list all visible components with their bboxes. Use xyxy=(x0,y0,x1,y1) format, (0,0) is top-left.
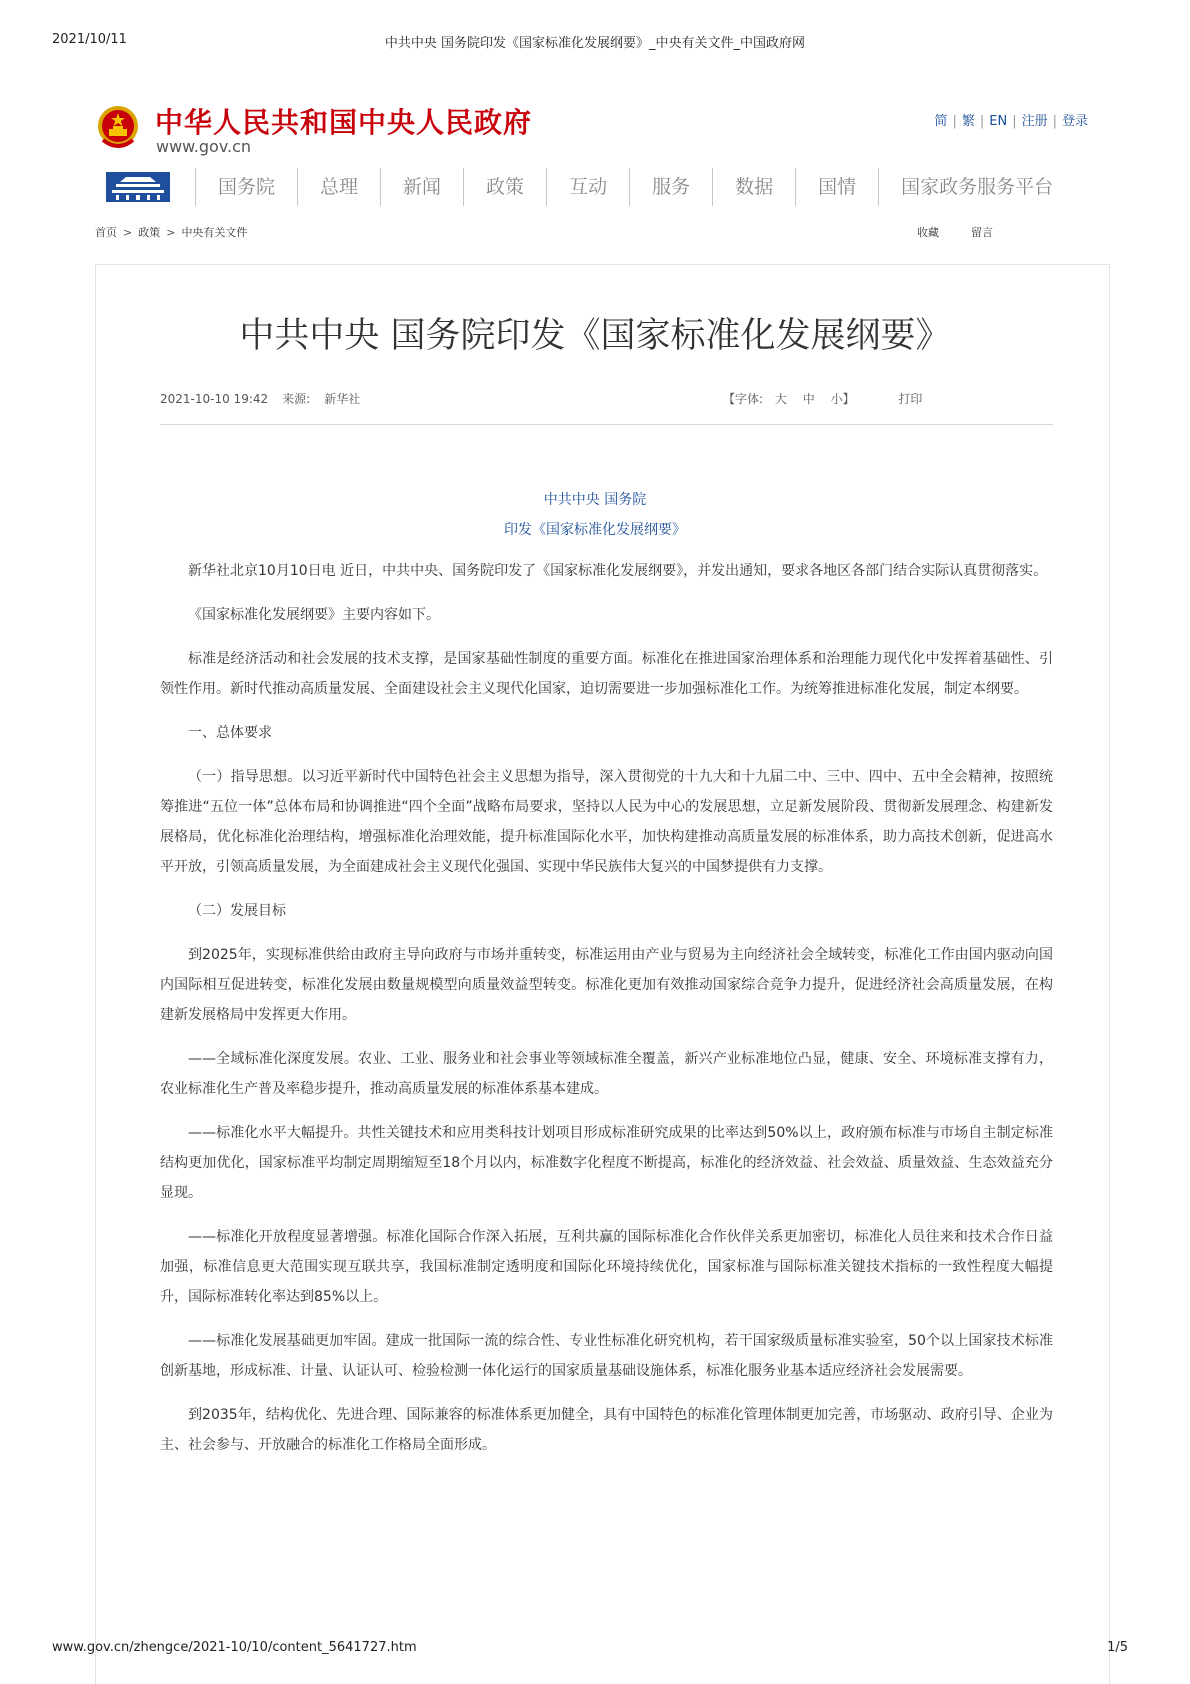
subhead-line-1: 中共中央 国务院 xyxy=(543,492,647,508)
paragraph: 《国家标准化发展纲要》主要内容如下。 xyxy=(188,607,440,623)
font-size-small[interactable]: 小 xyxy=(830,392,843,406)
page-actions xyxy=(917,224,1025,240)
print-page-url: www.gov.cn/zhengce/2021-10/10/content_5641727.htm xyxy=(52,1640,417,1655)
article-body xyxy=(160,556,1053,1474)
favorite-link[interactable]: 收藏 xyxy=(917,226,939,239)
paragraph: ——全域标准化深度发展。农业、工业、服务业和社会事业等领域标准全覆盖，新兴产业标准地位凸显，健康、安全、环境标准支撑有力，农业标准化生产普及率稳步提升，推动高质量发展的标准体系基本建成。 xyxy=(160,1051,1053,1097)
article-title: 中共中央 国务院印发《国家标准化发展纲要》 xyxy=(239,316,951,356)
paragraph: 标准是经济活动和社会发展的技术支撑，是国家基础性制度的重要方面。标准化在推进国家治理体系和治理能力现代化中发挥着基础性、引领性作用。新时代推动高质量发展、全面建设社会主义现代化国家，迫切需要进一步加强标准化工作。为统筹推进标准化发展，制定本纲要。 xyxy=(160,651,1053,697)
paragraph: （一）指导思想。以习近平新时代中国特色社会主义思想为指导，深入贯彻党的十九大和十九届二中、三中、四中、五中全会精神，按照统筹推进“五位一体”总体布局和协调推进“四个全面”战略布局要求，坚持以人民为中心的发展思想，立足新发展阶段、贯彻新发展理念、构建新发展格局，优化标准化治理结构，增强标准化治理效能，提升标准国际化水平，加快构建推动高质量发展的标准体系，助力高技术创新，促进高水平开放，引领高质量发展，为全面建成社会主义现代化强国、实现中华民族伟大复兴的中国梦提供有力支撑。 xyxy=(160,769,1053,875)
nav-item-state-council[interactable]: 国务院 xyxy=(195,168,297,206)
message-link[interactable]: 留言 xyxy=(971,226,993,239)
font-size-label: 【字体: xyxy=(723,392,764,406)
english-link[interactable]: EN xyxy=(989,114,1008,129)
publish-datetime: 2021-10-10 19:42 xyxy=(160,392,269,406)
paragraph: ——标准化发展基础更加牢固。建成一批国际一流的综合性、专业性标准化研究机构，若干国家级质量标准实验室，50个以上国家技术标准创新基地，形成标准、计量、认证认可、检验检测一体化运行的国家质量基础设施体系，标准化服务业基本适应经济社会发展需要。 xyxy=(160,1333,1053,1379)
nav-item-premier[interactable]: 总理 xyxy=(297,168,380,206)
separator: | xyxy=(1012,114,1017,129)
print-page-title: 中共中央 国务院印发《国家标准化发展纲要》_中央有关文件_中国政府网 xyxy=(384,36,806,51)
nav-item-news[interactable]: 新闻 xyxy=(380,168,463,206)
breadcrumb-central-documents[interactable]: 中央有关文件 xyxy=(181,226,248,239)
chevron-right-icon: > xyxy=(166,226,176,239)
source-name: 新华社 xyxy=(324,392,361,406)
paragraph: ——标准化开放程度显著增强。标准化国际合作深入拓展，互利共赢的国际标准化合作伙伴关系更加密切，标准化人员往来和技术合作日益加强，标准信息更大范围实现互联共享，我国标准制定透明度和国际化环境持续优化，国家标准与国际标准关键技术指标的一致性程度大幅提升，国际标准转化率达到85%以上。 xyxy=(160,1229,1053,1305)
site-name[interactable]: 中华人民共和国中央人民政府 xyxy=(155,106,533,139)
article-tools xyxy=(723,390,922,407)
font-size-large[interactable]: 大 xyxy=(774,392,787,406)
chevron-right-icon: > xyxy=(123,226,133,239)
simplified-chinese-link[interactable]: 简 xyxy=(934,114,948,129)
traditional-chinese-link[interactable]: 繁 xyxy=(961,114,975,129)
subhead-line-2: 印发《国家标准化发展纲要》 xyxy=(504,522,686,538)
nav-item-interaction[interactable]: 互动 xyxy=(546,168,629,206)
section-heading: 一、总体要求 xyxy=(188,725,272,741)
section-heading: （二）发展目标 xyxy=(188,903,286,919)
article-subhead xyxy=(0,485,1190,545)
nav-item-services[interactable]: 服务 xyxy=(629,168,712,206)
print-button[interactable]: 打印 xyxy=(898,392,923,406)
national-emblem-icon[interactable] xyxy=(95,104,141,152)
font-size-close: 】 xyxy=(842,392,855,406)
article-meta xyxy=(160,390,374,407)
separator: | xyxy=(979,114,985,129)
nav-item-national-conditions[interactable]: 国情 xyxy=(795,168,878,206)
separator: | xyxy=(952,114,957,129)
register-link[interactable]: 注册 xyxy=(1021,114,1048,129)
nav-item-gov-service-platform[interactable]: 国家政务服务平台 xyxy=(878,168,1075,206)
home-building-icon[interactable] xyxy=(106,172,170,202)
main-nav xyxy=(106,165,1141,209)
meta-divider xyxy=(160,424,1053,425)
language-and-account-links xyxy=(934,110,1088,129)
login-link[interactable]: 登录 xyxy=(1061,114,1088,129)
site-domain: www.gov.cn xyxy=(156,137,252,156)
breadcrumb-policies[interactable]: 政策 xyxy=(138,226,161,239)
nav-item-policies[interactable]: 政策 xyxy=(463,168,546,206)
breadcrumb xyxy=(95,224,247,240)
source-label: 来源: xyxy=(282,392,311,406)
font-size-medium[interactable]: 中 xyxy=(802,392,815,406)
paragraph: ——标准化水平大幅提升。共性关键技术和应用类科技计划项目形成标准研究成果的比率达到50%以上，政府颁布标准与市场自主制定标准结构更加优化，国家标准平均制定周期缩短至18个月以内，标准数字化程度不断提高，标准化的经济效益、社会效益、质量效益、生态效益充分显现。 xyxy=(160,1125,1053,1201)
print-date: 2021/10/11 xyxy=(52,32,127,47)
separator: | xyxy=(1052,114,1057,129)
paragraph: 新华社北京10月10日电 近日，中共中央、国务院印发了《国家标准化发展纲要》，并发出通知，要求各地区各部门结合实际认真贯彻落实。 xyxy=(188,563,1048,579)
print-page-number: 1/5 xyxy=(1107,1640,1128,1655)
paragraph: 到2025年，实现标准供给由政府主导向政府与市场并重转变，标准运用由产业与贸易为主向经济社会全域转变，标准化工作由国内驱动向国内国际相互促进转变，标准化发展由数量规模型向质量效益型转变。标准化更加有效推动国家综合竞争力提升，促进经济社会高质量发展，在构建新发展格局中发挥更大作用。 xyxy=(160,947,1053,1023)
breadcrumb-home[interactable]: 首页 xyxy=(95,226,117,239)
paragraph: 到2035年，结构优化、先进合理、国际兼容的标准体系更加健全，具有中国特色的标准化管理体制更加完善，市场驱动、政府引导、企业为主、社会参与、开放融合的标准化工作格局全面形成。 xyxy=(160,1407,1053,1453)
nav-item-data[interactable]: 数据 xyxy=(712,168,795,206)
